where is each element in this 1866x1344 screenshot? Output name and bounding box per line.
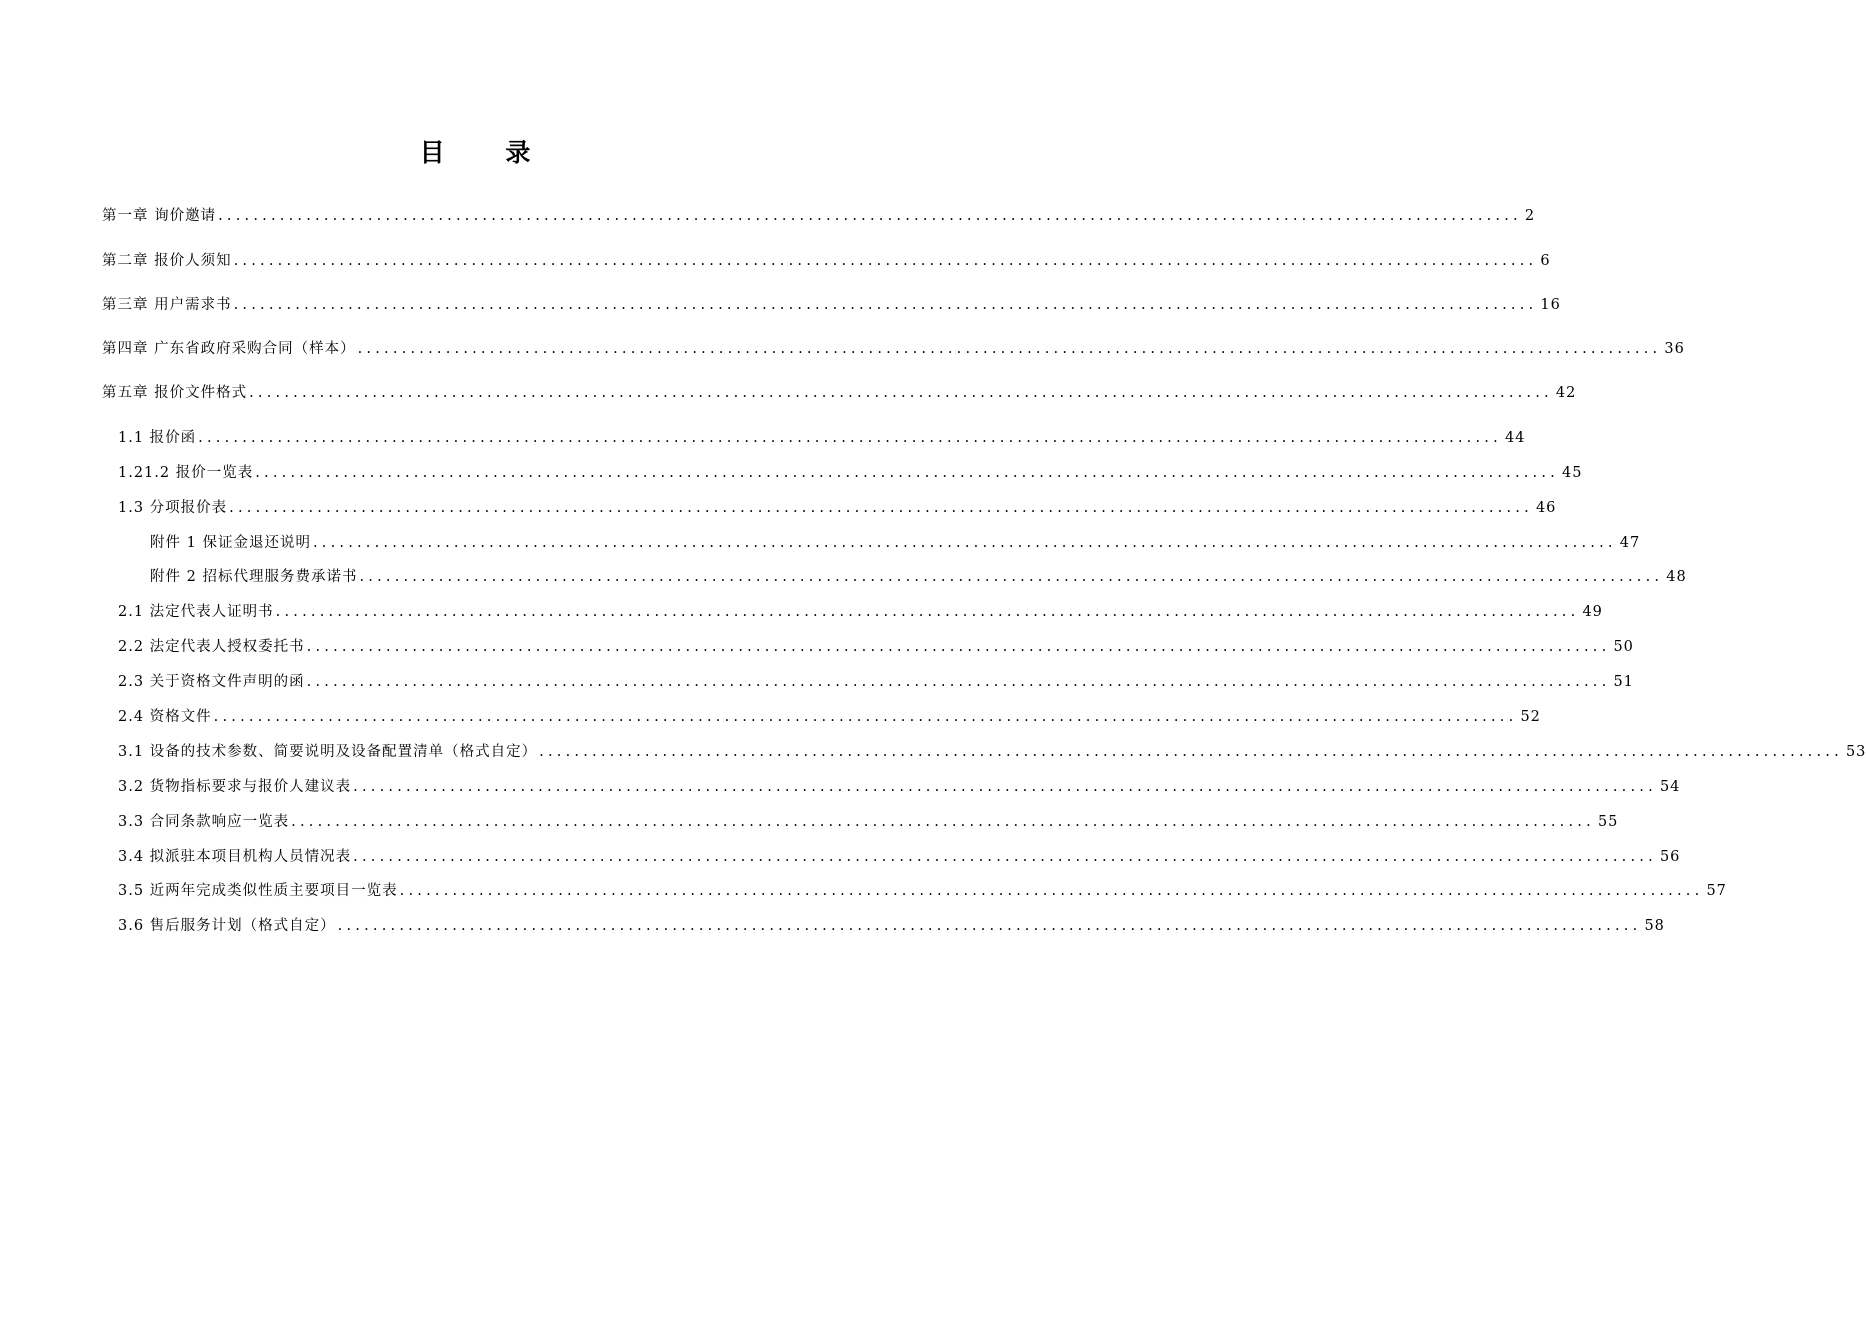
toc-entry-label: 3.6 售后服务计划（格式自定） <box>118 918 336 934</box>
toc-entry-page: 48 <box>1666 569 1687 585</box>
toc-entry-page: 44 <box>1504 430 1526 446</box>
toc-entry-label: 第三章 用户需求书 <box>102 297 232 313</box>
toc-entry-label: 2.2 法定代表人授权委托书 <box>118 639 305 655</box>
toc-entry-label: 2.4 资格文件 <box>118 709 212 725</box>
toc-entry-page: 6 <box>1540 253 1551 269</box>
toc-leader-dots: .................................................................................................................................................... <box>229 500 1533 516</box>
toc-leader-dots: .................................................................................................................................................... <box>255 465 1559 481</box>
toc-leader-dots: .................................................................................................................................................... <box>312 535 1617 551</box>
toc-entry-page: 16 <box>1540 297 1561 313</box>
toc-entry-chapter-4[interactable] <box>102 339 1685 359</box>
toc-leader-dots: .................................................................................................................................................... <box>353 849 1657 865</box>
toc-leader-dots: .................................................................................................................................................... <box>539 744 1843 760</box>
toc-entry-label: 3.3 合同条款响应一览表 <box>118 814 290 830</box>
toc-leader-dots: .................................................................................................................................................... <box>218 208 1522 224</box>
toc-entry-label: 3.5 近两年完成类似性质主要项目一览表 <box>118 883 398 899</box>
toc-entry-page: 52 <box>1520 709 1541 725</box>
toc-entry-2-1[interactable] <box>118 602 1603 622</box>
toc-entry-label: 2.3 关于资格文件声明的函 <box>118 674 305 690</box>
toc-leader-dots: .................................................................................................................................................... <box>399 883 1704 899</box>
toc-entry-label: 第二章 报价人须知 <box>102 253 232 269</box>
toc-entry-page: 58 <box>1644 918 1665 934</box>
toc-leader-dots: .................................................................................................................................................... <box>337 918 1642 934</box>
toc-entry-page: 2 <box>1524 208 1536 224</box>
toc-entry-page: 51 <box>1613 674 1634 690</box>
toc-entry-label: 1.1 报价函 <box>118 430 197 446</box>
toc-leader-dots: .................................................................................................................................................... <box>306 639 1611 655</box>
toc-entry-chapter-1[interactable] <box>102 206 1536 226</box>
toc-entry-3-1[interactable] <box>118 742 1866 762</box>
toc-entry-page: 50 <box>1613 639 1634 655</box>
toc-leader-dots: .................................................................................................................................................... <box>213 709 1518 725</box>
toc-entry-1-3[interactable] <box>118 498 1557 518</box>
toc-leader-dots: .................................................................................................................................................... <box>198 430 1502 446</box>
toc-entry-2-2[interactable] <box>118 637 1634 657</box>
toc-leader-dots: .................................................................................................................................................... <box>233 253 1538 269</box>
toc-entry-3-3[interactable] <box>118 812 1619 832</box>
page-title: 目 录 <box>419 138 557 167</box>
toc-entry-2-3[interactable] <box>118 672 1634 692</box>
toc-entry-label: 附件 1 保证金退还说明 <box>150 535 311 551</box>
toc-entry-2-4[interactable] <box>118 707 1541 727</box>
toc-entry-3-5[interactable] <box>118 881 1727 901</box>
toc-entry-label: 3.4 拟派驻本项目机构人员情况表 <box>118 849 352 865</box>
toc-leader-dots: .................................................................................................................................................... <box>275 604 1580 620</box>
toc-entry-3-6[interactable] <box>118 916 1665 936</box>
toc-entry-attachment-1[interactable] <box>150 533 1641 553</box>
toc-entry-label: 2.1 法定代表人证明书 <box>118 604 274 620</box>
toc-leader-dots: .................................................................................................................................................... <box>353 779 1657 795</box>
toc-entry-page: 42 <box>1555 385 1577 401</box>
toc-entry-3-2[interactable] <box>118 777 1681 797</box>
toc-entry-page: 47 <box>1619 535 1641 551</box>
toc-leader-dots: .................................................................................................................................................... <box>306 674 1611 690</box>
toc-entry-chapter-3[interactable] <box>102 295 1561 315</box>
toc-entry-page: 36 <box>1664 341 1685 357</box>
toc-entry-1-1[interactable] <box>118 428 1526 448</box>
toc-entry-page: 49 <box>1582 604 1603 620</box>
toc-entry-page: 56 <box>1659 849 1681 865</box>
toc-entry-label: 3.2 货物指标要求与报价人建议表 <box>118 779 352 795</box>
toc-entry-page: 54 <box>1659 779 1681 795</box>
toc-entry-page: 46 <box>1535 500 1557 516</box>
toc-leader-dots: .................................................................................................................................................... <box>359 569 1664 585</box>
toc-entry-page: 55 <box>1597 814 1619 830</box>
toc-entry-page: 57 <box>1706 883 1727 899</box>
toc-entry-chapter-5[interactable] <box>102 383 1577 403</box>
toc-entry-label: 3.1 设备的技术参数、简要说明及设备配置清单（格式自定） <box>118 744 538 760</box>
toc-leader-dots: .................................................................................................................................................... <box>233 297 1538 313</box>
toc-entry-label: 附件 2 招标代理服务费承诺书 <box>150 569 358 585</box>
toc-entry-3-4[interactable] <box>118 847 1681 867</box>
toc-leader-dots: .................................................................................................................................................... <box>249 385 1553 401</box>
toc-entry-label: 1.3 分项报价表 <box>118 500 228 516</box>
toc-entry-label: 1.21.2 报价一览表 <box>118 465 254 481</box>
toc-entry-label: 第五章 报价文件格式 <box>102 385 248 401</box>
toc-leader-dots: .................................................................................................................................................... <box>357 341 1662 357</box>
toc-entry-1-2[interactable] <box>118 463 1583 483</box>
toc-leader-dots: .................................................................................................................................................... <box>291 814 1595 830</box>
toc-entry-chapter-2[interactable] <box>102 251 1551 271</box>
toc-entry-page: 53 <box>1845 744 1866 760</box>
toc-entry-attachment-2[interactable] <box>150 567 1687 587</box>
toc-entry-label: 第一章 询价邀请 <box>102 208 217 224</box>
toc-entry-page: 45 <box>1562 465 1583 481</box>
toc-entry-label: 第四章 广东省政府采购合同（样本） <box>102 341 356 357</box>
